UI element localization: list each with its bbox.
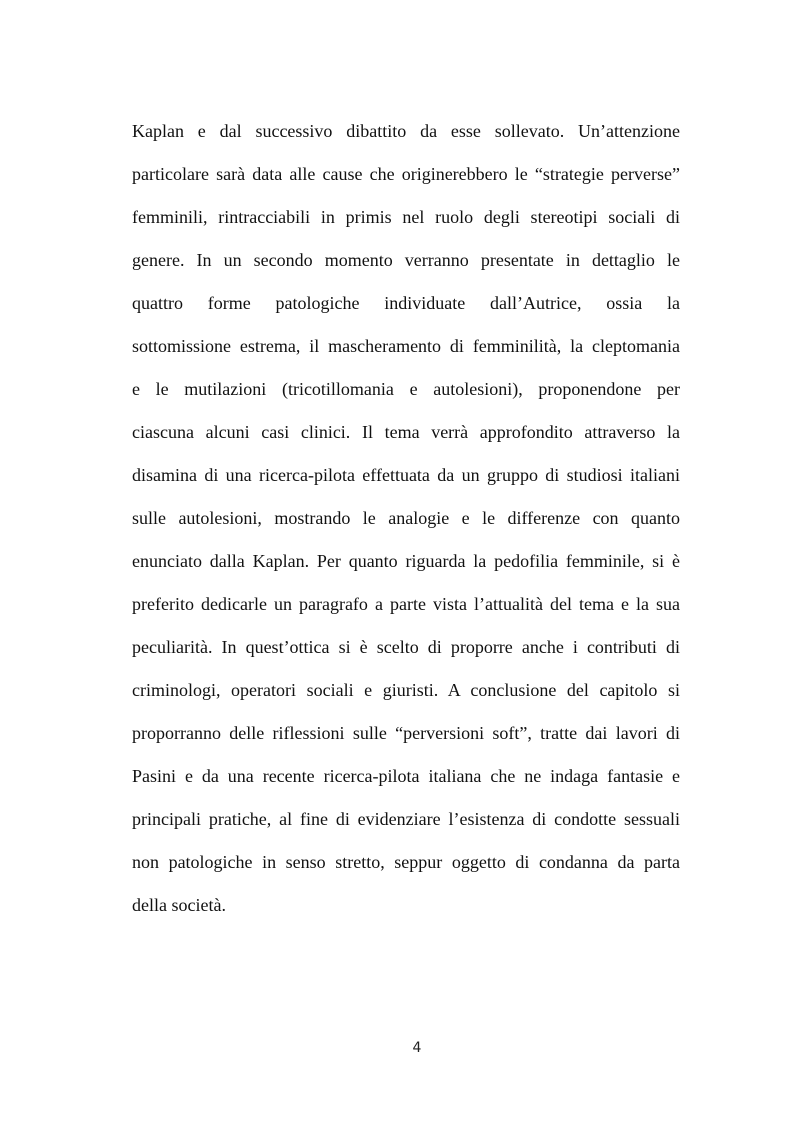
body-paragraph bbox=[132, 110, 680, 927]
text-line: criminologi, operatori sociali e giuristi. A conclusione del capitolo si bbox=[132, 680, 680, 700]
page-number: 4 bbox=[412, 1040, 422, 1056]
text-line: preferito dedicarle un paragrafo a parte vista l’attualità del tema e la sua bbox=[132, 594, 680, 614]
text-line: femminili, rintracciabili in primis nel ruolo degli stereotipi sociali di bbox=[132, 207, 680, 227]
text-line: proporranno delle riflessioni sulle “perversioni soft”, tratte dai lavori di bbox=[132, 723, 680, 743]
text-line: e le mutilazioni (tricotillomania e autolesioni), proponendone per bbox=[132, 379, 680, 399]
text-line: non patologiche in senso stretto, seppur oggetto di condanna da parta bbox=[132, 852, 680, 872]
text-line: disamina di una ricerca-pilota effettuata da un gruppo di studiosi italiani bbox=[132, 465, 680, 485]
text-line: peculiarità. In quest’ottica si è scelto di proporre anche i contributi di bbox=[132, 637, 680, 657]
text-line: Pasini e da una recente ricerca-pilota italiana che ne indaga fantasie e bbox=[132, 766, 680, 786]
text-line: quattro forme patologiche individuate dall’Autrice, ossia la bbox=[132, 293, 680, 313]
text-line: Kaplan e dal successivo dibattito da esse sollevato. Un’attenzione bbox=[132, 121, 680, 141]
text-line: della società. bbox=[132, 895, 226, 915]
text-line: particolare sarà data alle cause che originerebbero le “strategie perverse” bbox=[132, 164, 680, 184]
text-line: sulle autolesioni, mostrando le analogie e le differenze con quanto bbox=[132, 508, 680, 528]
text-line: ciascuna alcuni casi clinici. Il tema verrà approfondito attraverso la bbox=[132, 422, 680, 442]
text-line: principali pratiche, al fine di evidenziare l’esistenza di condotte sessuali bbox=[132, 809, 680, 829]
text-line: enunciato dalla Kaplan. Per quanto riguarda la pedofilia femminile, si è bbox=[132, 551, 680, 571]
text-line: sottomissione estrema, il mascheramento di femminilità, la cleptomania bbox=[132, 336, 680, 356]
text-line: genere. In un secondo momento verranno presentate in dettaglio le bbox=[132, 250, 680, 270]
